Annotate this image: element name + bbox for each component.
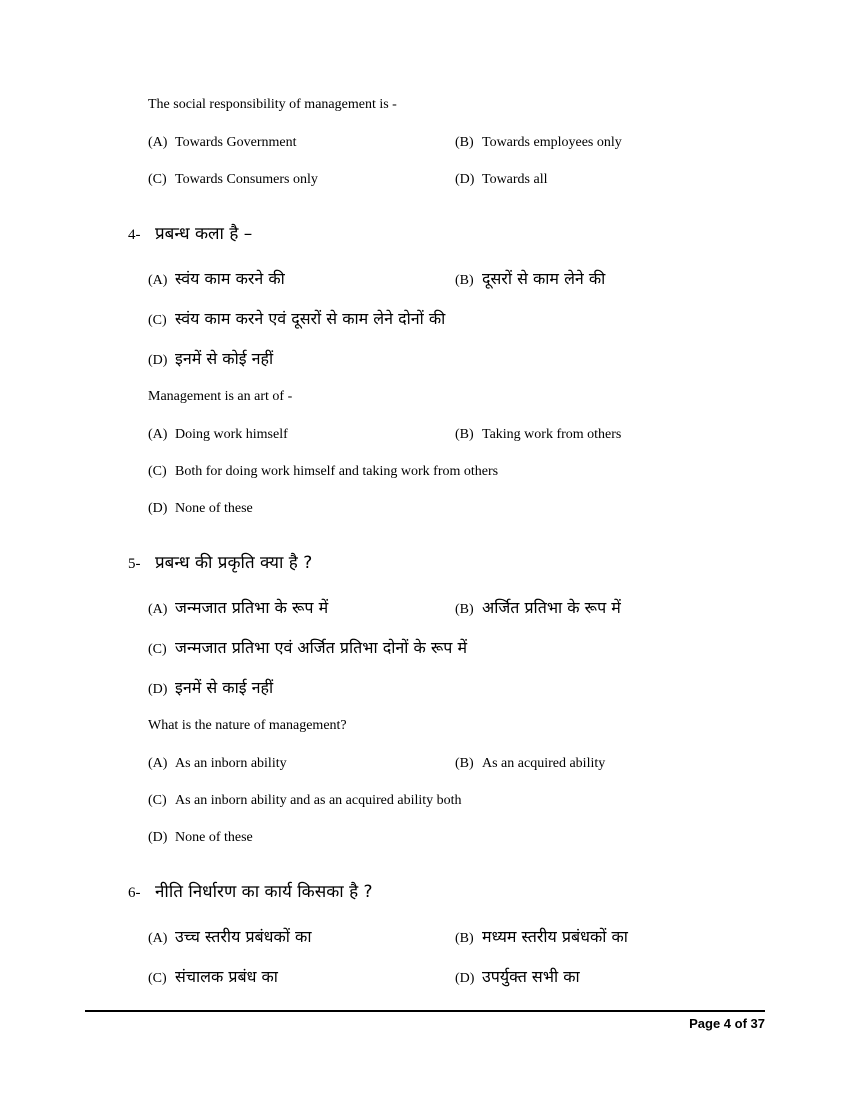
question-3-english-block <box>148 96 765 188</box>
option-text: अर्जित प्रतिभा के रूप में <box>482 598 621 617</box>
option-label: (A) <box>148 135 168 150</box>
question-heading <box>128 553 765 575</box>
option-text: मध्यम स्तरीय प्रबंधकों का <box>482 927 628 946</box>
option-b <box>455 133 765 151</box>
option-a <box>148 133 455 151</box>
option-row <box>148 308 765 329</box>
option-label: (D) <box>455 971 475 986</box>
option-label: (B) <box>455 602 474 617</box>
option-row <box>148 425 765 443</box>
option-label: (C) <box>148 793 167 808</box>
option-label: (D) <box>148 682 168 697</box>
option-c <box>148 308 765 329</box>
option-label: (A) <box>148 273 168 288</box>
option-label: (B) <box>455 756 474 771</box>
question-text-hindi: नीति निर्धारण का कार्य किसका है ? <box>155 882 373 902</box>
option-label: (B) <box>455 427 474 442</box>
option-label: (D) <box>148 830 168 845</box>
option-d <box>148 348 765 369</box>
option-text: स्वंय काम करने की <box>175 269 285 288</box>
option-row <box>148 133 765 151</box>
option-b <box>455 425 765 443</box>
option-row <box>148 677 765 698</box>
page-number-label: Page 4 of 37 <box>689 1016 765 1031</box>
question-number: 4- <box>128 227 141 243</box>
option-text: Doing work himself <box>175 427 288 442</box>
question-number: 6- <box>128 885 141 901</box>
option-row <box>148 597 765 618</box>
option-row <box>148 791 765 809</box>
option-row <box>148 754 765 772</box>
option-d <box>455 170 765 188</box>
option-label: (A) <box>148 931 168 946</box>
option-row <box>148 462 765 480</box>
option-text: Towards employees only <box>482 135 622 150</box>
option-row <box>148 926 765 947</box>
option-c <box>148 170 455 188</box>
option-label: (A) <box>148 602 168 617</box>
option-b <box>455 268 765 289</box>
question-text-hindi: प्रबन्ध की प्रकृति क्या है ? <box>155 553 313 573</box>
option-text: Towards Government <box>175 135 297 150</box>
option-label: (C) <box>148 642 167 657</box>
option-text: संचालक प्रबंध का <box>175 967 278 986</box>
page-footer <box>85 1010 765 1031</box>
question-text-english: The social responsibility of management is - <box>148 97 397 112</box>
option-d <box>148 677 765 698</box>
option-text: Towards all <box>482 172 548 187</box>
option-text: Towards Consumers only <box>175 172 318 187</box>
question-4-block <box>128 224 765 517</box>
option-label: (A) <box>148 756 168 771</box>
question-text-hindi: प्रबन्ध कला है – <box>155 224 253 244</box>
option-label: (C) <box>148 971 167 986</box>
option-a <box>148 268 455 289</box>
option-c <box>148 637 765 658</box>
question-heading <box>128 224 765 246</box>
question-text-english: What is the nature of management? <box>148 718 347 733</box>
option-c <box>148 791 765 809</box>
option-row <box>148 637 765 658</box>
option-text: None of these <box>175 830 253 845</box>
option-label: (B) <box>455 931 474 946</box>
option-d <box>455 966 765 987</box>
option-b <box>455 754 765 772</box>
option-label: (C) <box>148 172 167 187</box>
option-d <box>148 499 765 517</box>
option-c <box>148 966 455 987</box>
option-b <box>455 926 765 947</box>
option-b <box>455 597 765 618</box>
question-6-block <box>128 882 765 987</box>
option-row <box>148 828 765 846</box>
option-text: जन्मजात प्रतिभा एवं अर्जित प्रतिभा दोनों के रूप में <box>175 638 468 657</box>
option-label: (B) <box>455 135 474 150</box>
option-text: इनमें से काई नहीं <box>175 678 274 697</box>
option-row <box>148 268 765 289</box>
option-text: None of these <box>175 501 253 516</box>
option-a <box>148 425 455 443</box>
option-label: (C) <box>148 313 167 328</box>
option-c <box>148 462 765 480</box>
question-heading <box>128 882 765 904</box>
option-text: As an inborn ability and as an acquired ability both <box>175 793 462 808</box>
option-text: उच्च स्तरीय प्रबंधकों का <box>175 927 312 946</box>
option-text: जन्मजात प्रतिभा के रूप में <box>175 598 329 617</box>
option-text: स्वंय काम करने एवं दूसरों से काम लेने दोनों की <box>175 309 446 328</box>
option-text: उपर्युक्त सभी का <box>482 967 580 986</box>
question-text-english: Management is an art of - <box>148 389 293 404</box>
option-text: As an acquired ability <box>482 756 606 771</box>
option-a <box>148 754 455 772</box>
option-row <box>148 348 765 369</box>
option-text: Taking work from others <box>482 427 622 442</box>
option-text: दूसरों से काम लेने की <box>482 269 606 288</box>
option-label: (D) <box>148 353 168 368</box>
option-label: (D) <box>455 172 475 187</box>
option-text: इनमें से कोई नहीं <box>175 349 274 368</box>
option-a <box>148 597 455 618</box>
option-label: (B) <box>455 273 474 288</box>
page-content <box>128 96 765 1006</box>
question-number: 5- <box>128 556 141 572</box>
option-row <box>148 170 765 188</box>
option-label: (C) <box>148 464 167 479</box>
option-label: (A) <box>148 427 168 442</box>
option-row <box>148 966 765 987</box>
option-text: As an inborn ability <box>175 756 287 771</box>
option-a <box>148 926 455 947</box>
option-d <box>148 828 765 846</box>
option-row <box>148 499 765 517</box>
question-5-block <box>128 553 765 846</box>
option-text: Both for doing work himself and taking work from others <box>175 464 499 479</box>
option-label: (D) <box>148 501 168 516</box>
